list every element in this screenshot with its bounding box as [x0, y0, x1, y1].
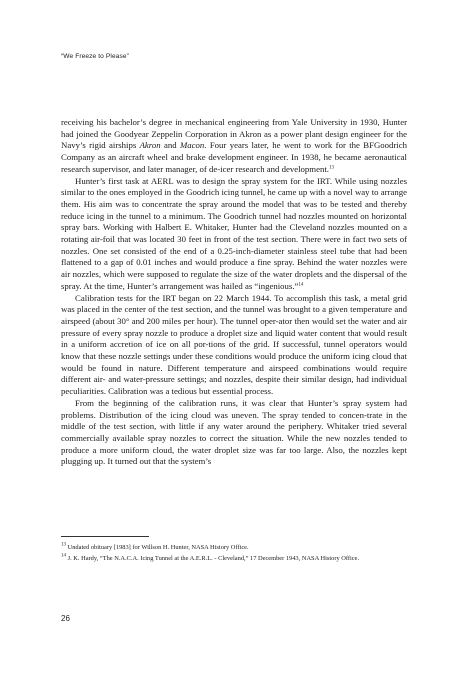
footnote-text: Undated obituary [1983] for Willson H. Hunter, NASA History Office.: [67, 544, 249, 551]
footnote-13: [61, 543, 407, 552]
italic-name: Akron: [139, 140, 161, 151]
footnote-ref: 14: [298, 282, 304, 288]
paragraph-3: Calibration tests for the IRT began on 22 March 1944. To accomplish this task, a metal grid was placed in the center of the test section, and the tunnel was brought to a given temperature and airspeed (about 30° and 200 miles per hour). The tunnel oper-ator then would set the water and air pressure of every spray nozzle to produce a droplet size and liquid water content that would result in a uniform accretion of ice on all por-tions of the grid. If successful, tunnel operators would know that these nozzle settings under these conditions would produce the uniform icing cloud that would be found in nature. Different temperature and airspeed combinations would require different air- and water-pressure settings; and nozzles, despite their similar design, had individual peculiarities. Calibration was a tedious but essential process.: [61, 292, 407, 397]
footnote-number: 14: [61, 553, 66, 559]
page-number: 26: [61, 614, 70, 623]
running-head: “We Freeze to Please”: [61, 53, 129, 60]
footnote-ref: 13: [329, 165, 334, 171]
paragraph-1: receiving his bachelor’s degree in mechanical engineering from Yale University in 1930, Hunter had joined the Goodyear Zeppelin Corporation in Akron as a power plant design engineer for the Navy’s rigid airships Akron and Macon. Four years later, he went to work for the BFGoodrich Company as an aircraft wheel and brake development engineer. In 1938, he became aeronautical research supervisor, and later manager, of de-icer research and development.$^{13}$: [61, 117, 407, 174]
footnotes: [61, 543, 407, 565]
body-text: [61, 117, 407, 468]
paragraph-4: From the beginning of the calibration runs, it was clear that Hunter’s spray system had problems. Distribution of the icing cloud was uneven. The spray tended to concen-trate in the middle of the test section, with little if any water around the periphery. Whitaker tried several commercially available spray nozzles to correct the situation. While the new nozzles tended to produce a more uniform cloud, the water droplet size was far too large. Also, the nozzles kept plugging up. It turned out that the system’s: [61, 397, 407, 467]
footnote-14: [61, 554, 407, 563]
italic-name: Macon: [179, 140, 205, 151]
paragraph-2: Hunter’s first task at AERL was to design the spray system for the IRT. While using nozzles similar to the ones employed in the Goodrich icing tunnel, he came up with a novel way to arrange them. His aim was to concentrate the spray around the model that was to be tested and thereby reduce icing in the tunnel to a minimum. The Goodrich tunnel had nozzles mounted on horizontal spray bars. Working with Halbert E. Whitaker, Hunter had the Cleveland nozzles mounted on a rotating air-foil that was located 30 feet in front of the test section. There were in fact two sets of nozzles. One set consisted of the end of a 0.25-inch-diameter stainless steel tube that had been flattened to a gap of 0.01 inches and would produce a fine spray. Behind the water nozzles were air nozzles, which were supposed to regulate the size of the water droplets and the dispersal of the spray. At the time, Hunter’s arrangement was hailed as “ingenious.”$^{14}$: [61, 175, 407, 291]
footnote-text: J. K. Hardy, “The N.A.C.A. Icing Tunnel at the A.E.R.L. - Cleveland,” 17 December 1943, NASA History Office.: [67, 555, 360, 562]
footnote-rule: [61, 536, 149, 537]
footnote-number: 13: [61, 542, 66, 548]
